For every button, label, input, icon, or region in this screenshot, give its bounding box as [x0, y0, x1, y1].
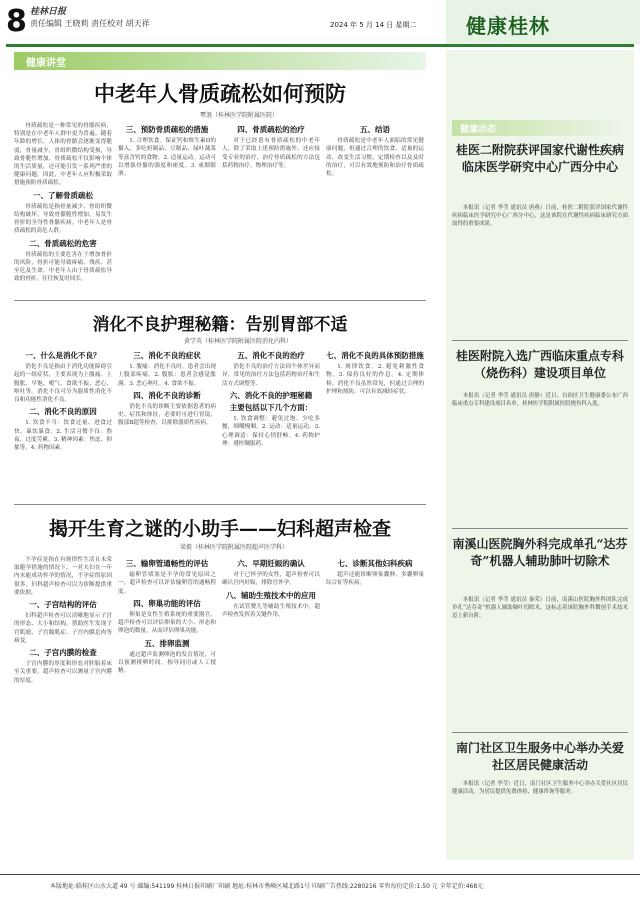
article3-col3	[222, 556, 320, 868]
article2-col2	[118, 348, 216, 498]
article1-col1	[14, 122, 112, 294]
article2-col1	[14, 348, 112, 498]
article1-p2: 骨质疏松的主要危害在于增加骨折的风险，骨折可能导致疼痛、残疾、甚至危及生命。中老年人由于骨质疏松导致的骨折，往往恢复时间长。	[14, 251, 112, 283]
article3-title: 揭开生育之谜的小助手——妇科超声检查	[48, 518, 391, 540]
news4-text: 本报讯（记者 李莹）近日，南门社区卫生服务中心举办关爱社区居民健康活动，为居民提供免费体检、健康咨询等服务。	[452, 781, 628, 795]
article3-p7: 超声还能诊断卵巢囊肿、多囊卵巢综合征等疾病。	[326, 572, 424, 587]
article3-p8: 在试管婴儿等辅助生殖技术中，超声检查发挥着关键作用。	[222, 603, 320, 619]
news3-title: 南溪山医院胸外科完成单孔“达芬奇”机器人辅助肺叶切除术	[452, 537, 628, 568]
article2-h1: 一、什么是消化不良？	[25, 351, 101, 360]
article2-h4: 四、消化不良的诊断	[133, 390, 201, 400]
article1-h2: 二、骨质疏松的危害	[29, 238, 97, 248]
article2-title: 消化不良护理秘籍：告别胃部不适	[92, 315, 348, 335]
paper-name: 桂林日报	[30, 7, 67, 17]
article2-h6: 六、消化不良的护理秘籍	[229, 390, 313, 400]
masthead	[0, 0, 640, 44]
article3-h6: 六、早期妊娠的确认	[237, 559, 305, 568]
article3-p5: 通过超声监测卵泡的发育情况，可以预测排卵时间，指导同房或人工授精。	[118, 651, 216, 675]
article2-col4	[326, 348, 424, 498]
article1-h5: 五、结语	[360, 125, 390, 134]
divider	[452, 340, 628, 341]
article3-col1	[14, 556, 112, 868]
article3-h1: 一、子宫结构的评估	[29, 600, 97, 610]
article3-p2: 子宫内膜的厚度和形态对胚胎着床至关重要，超声检查可以测量子宫内膜的厚度。	[14, 661, 112, 684]
news1-title: 桂医二附院获评国家代谢性疾病临床医学研究中心广西分中心	[455, 143, 624, 174]
article1-title: 中老年人骨质疏松如何预防	[94, 81, 346, 106]
article3-h4: 四、卵巢功能的评估	[133, 598, 201, 608]
sidebar-band-label: 健康动态	[460, 125, 497, 135]
article3-h3: 三、输卵管通畅性的评估	[125, 559, 209, 568]
divider	[452, 528, 628, 529]
news2-title: 桂医附院入选广西临床重点专科（烧伤科）建设项目单位	[455, 349, 624, 380]
footer	[0, 874, 640, 897]
masthead-info	[30, 6, 150, 30]
article3-col4	[326, 556, 424, 868]
article1-p4: 对于已经患有骨质疏松的中老年人，除了采取上述预防措施外，还应接受专业的治疗，治疗骨质疏松的方法包括药物治疗、物理治疗等。	[222, 138, 320, 169]
article1-intro: 骨质疏松是一种常见的骨骼疾病，特别是在中老年人群中更为普遍。随着年龄的增长，人体的骨骼会逐渐变得脆弱，骨量减少，骨组织微结构受损，导致骨脆性增加，骨质疏松不仅影响个体的生活质量，还可能引发一系列严重的健康问题。因此，中老年人应积极采取措施预防骨质疏松。	[14, 123, 112, 187]
header-rule	[6, 44, 634, 47]
article2-h6b: 主要包括以下几个方面：	[229, 403, 313, 413]
article2-p3: 1. 腹痛：消化不良时，患者会出现上腹部疼痛。2. 腹胀：患者会感觉胀满。3. 恶心呕吐。4. 食欲不振。	[118, 364, 216, 387]
article2-h3: 三、消化不良的症状	[133, 351, 201, 360]
article2-p2: 1. 饮食不当：饮食过量、进食过快、暴饮暴食。2. 生活习惯不良：熬夜、过度劳累。3. 精神因素：焦虑、抑郁等。4. 药物因素。	[14, 420, 112, 452]
article1-h3: 三、预防骨质疏松的措施	[125, 125, 209, 134]
article2-h2: 二、消化不良的原因	[29, 407, 97, 417]
footer-text: 本版地址:临桂区山水大道 49 号 邮编:541199 桂林日报印刷厂印刷 地址:桂林市秀峰区城北路1号 印刷广告热线:2280216 零售每份定价:1.50 元 全年定价:468元	[50, 883, 484, 890]
article2-p1: 消化不良是指由于消化功能障碍引起的一组症状，主要表现为上腹痛、上腹胀、早饱、嗳气、食欲不振、恶心、呕吐等。消化不良可分为器质性消化不良和功能性消化不良。	[14, 364, 112, 404]
article2-p6: 1. 饮食调整：避免过饱、少吃多餐，细嚼慢咽。2. 运动：适量运动。3. 心理调适：保持心情舒畅。4. 药物护理：遵医嘱服药。	[222, 416, 320, 447]
article3-h7: 七、诊断其他妇科疾病	[337, 559, 413, 568]
section-title: 健康桂林	[466, 14, 550, 38]
article2-p4: 消化不良的诊断主要依据患者的病史、症状和体征，必要时可进行胃镜、腹部B超等检查，以排除器质性疾病。	[118, 404, 216, 427]
news3-body	[452, 596, 628, 726]
article1-p1: 骨质疏松是指骨量减少、骨组织微结构破坏，导致骨骼脆性增加，易发生骨折的全身性骨骼疾病。中老年人是骨质疏松的高危人群。	[14, 203, 112, 235]
news2-text: 本报讯（记者 李莹 通讯员 唐静）近日，自治区卫生健康委公布广西临床重点专科建设项目名单，桂林医学院附属医院烧伤科入选。	[452, 393, 628, 407]
article1-col2	[118, 122, 216, 294]
article2-p7: 1. 规律饮食。2. 避免刺激性食物。3. 保持良好的作息。4. 定期体检。消化不良虽然常见，但通过合理的护理和预防，可以有效减轻症状。	[326, 364, 424, 395]
divider	[452, 732, 628, 733]
article3-byline: 梁毅（桂林医学院附属医院超声医学科）	[180, 544, 289, 551]
editor-line: 责任编辑 王晓莉 责任校对 胡天祥	[30, 19, 150, 28]
article3-intro: 不孕症是指在有规律性生活且未采取避孕措施的情况下，一对夫妇在一年内未能成功怀孕的情况，不孕症的原因很多，妇科超声检查可以为诊断提供重要依据。	[14, 557, 112, 596]
news4-body	[452, 780, 628, 858]
divider	[14, 504, 426, 505]
article3-col2	[118, 556, 216, 868]
column-band-label: 健康讲堂	[26, 58, 66, 69]
article1-byline: 覃浪（桂林医学院附属医院）	[200, 112, 279, 119]
article1-col4	[326, 122, 424, 294]
article1-p3: 1. 合理饮食。保证钙和维生素D的摄入，多吃奶制品、豆制品、绿叶蔬菜等富含钙的食物。2. 适量运动。运动可以增强骨骼的强度和密度。3. 戒烟限酒。	[118, 138, 216, 178]
article1-h1: 一、了解骨质疏松	[33, 190, 93, 200]
news1-text: 本报讯（记者 李莹 通讯员 唐燕）日前，桂医二附院获评国家代谢性疾病临床医学研究中心广西分中心，这是该院在代谢性疾病临床研究方面取得的重要成果。	[452, 205, 628, 227]
section-header	[446, 0, 640, 44]
article3-h2: 二、子宫内膜的检查	[29, 648, 97, 658]
issue-date: 2024 年 5 月 14 日 星期二	[330, 21, 417, 29]
column-band	[14, 52, 426, 70]
news3-text: 本报讯（记者 李莹 通讯员 秦荣）日前，南溪山医院胸外科团队完成单孔“达芬奇”机器人辅助肺叶切除术，这标志着该院胸外科微创手术技术迈上新台阶。	[452, 597, 628, 619]
article3-p1: 妇科超声检查可以清晰地显示子宫的形态、大小和结构，帮助医生发现子宫肌瘤、子宫腺肌症、子宫内膜息肉等病变。	[14, 613, 112, 644]
page-number: 8	[6, 4, 27, 39]
article3-p3: 输卵管堵塞是不孕的常见原因之一，超声检查可以评估输卵管的通畅程度。	[118, 572, 216, 595]
divider	[14, 300, 426, 301]
article2-p5: 消化不良的治疗方法因个体差异而异，常见的治疗方法包括药物治疗和生活方式调整等。	[222, 364, 320, 387]
article3-p6: 对于已怀孕的女性，超声检查可以确认宫内妊娠，排除宫外孕。	[222, 572, 320, 587]
article3-h5: 五、排卵监测	[144, 638, 190, 648]
article2-h7: 七、消化不良的具体预防措施	[326, 351, 424, 360]
news1-body	[452, 204, 628, 334]
article1-col3	[222, 122, 320, 294]
article1-p5: 骨质疏松是中老年人面临的常见健康问题，但通过合理的饮食、适量的运动、改变生活习惯，定期检查以及及时的治疗，可以有效地预防和治疗骨质疏松。	[326, 138, 424, 178]
article2-col3	[222, 348, 320, 498]
news4-title: 南门社区卫生服务中心举办关爱社区居民健康活动	[455, 741, 624, 772]
article3-p4: 卵巢是女性生殖系统的重要器官，超声检查可以评估卵巢的大小、形态和卵泡的数量，从而评估卵巢功能。	[118, 612, 216, 635]
article1-h4: 四、骨质疏松的治疗	[237, 125, 305, 134]
news2-body	[452, 392, 628, 522]
sidebar-band	[452, 120, 628, 136]
article3-h8: 八、辅助生殖技术中的应用	[226, 590, 316, 600]
article2-byline: 黄学英（桂林医学院附属医院消化内科）	[184, 338, 293, 345]
article2-h5: 五、消化不良的治疗	[237, 351, 305, 360]
